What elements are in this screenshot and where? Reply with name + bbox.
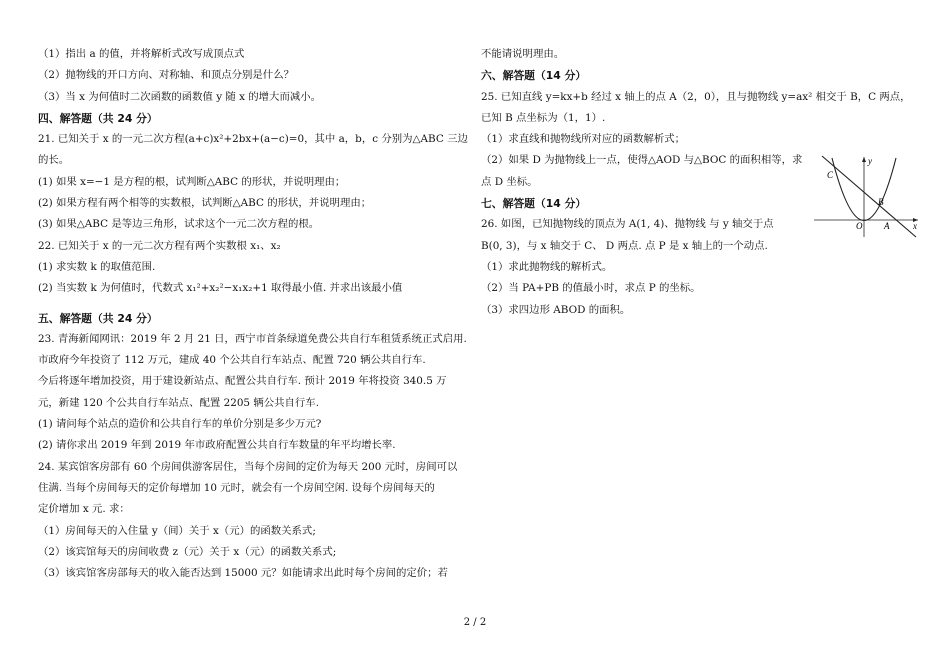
text-line: （1）房间每天的入住量 y（间）关于 x（元）的函数关系式; — [38, 524, 316, 537]
origin-label: O — [856, 221, 863, 231]
y-axis-arrow — [862, 157, 866, 162]
text-line: 定价增加 x 元. 求： — [38, 503, 130, 516]
left-column — [38, 44, 470, 584]
text-line: （3）当 x 为何值时二次函数的函数值 y 随 x 的增大而减小。 — [38, 90, 322, 103]
section-heading: 五、解答题（共 24 分） — [38, 311, 158, 325]
text-line: (1) 求实数 k 的取值范围. — [38, 260, 156, 273]
y-axis-label: y — [868, 156, 872, 166]
spacer — [38, 300, 470, 308]
text-line: (1) 如果 x=−1 是方程的根，试判断△ABC 的形状，并说明理由； — [38, 175, 346, 188]
straight-line — [822, 156, 916, 237]
page-number: 2 / 2 — [463, 617, 487, 628]
text-line: （2）抛物线的开口方向、对称轴、和顶点分别是什么？ — [38, 69, 294, 82]
text-line: （3）求四边形 ABOD 的面积。 — [481, 303, 631, 316]
section-heading: 七、解答题（14 分） — [481, 197, 587, 211]
text-line: (2) 当实数 k 为何值时，代数式 x₁²+x₂²−x₁x₂+1 取得最小值. 并求出该最小值 — [38, 282, 403, 295]
text-line: 22. 已知关于 x 的一元二次方程有两个实数根 x₁、x₂ — [38, 239, 281, 252]
text-line: (3) 如果△ABC 是等边三角形，试求这个一元二次方程的根。 — [38, 218, 320, 231]
text-line: （2）当 PA+PB 的值最小时，求点 P 的坐标。 — [481, 282, 701, 295]
text-line: 市政府今年投资了 112 万元，建成 40 个公共自行车站点、配置 720 辆公共自行车. — [38, 354, 426, 367]
text-line: （2）该宾馆每天的房间收费 z（元）关于 x（元）的函数关系式; — [38, 545, 337, 558]
point-c-label: C — [827, 170, 834, 180]
text-line: (1) 请问每个站点的造价和公共自行车的单价分别是多少万元? — [38, 418, 322, 431]
text-line: 住满. 当每个房间每天的定价每增加 10 元时，就会有一个房间空闲. 设每个房间每天的 — [38, 481, 435, 494]
text-line: B(0, 3)，与 x 轴交于 C、 D 两点. 点 P 是 x 轴上的一个动点. — [481, 239, 768, 252]
point-b-label: B — [878, 197, 884, 207]
section-heading: 六、解答题（14 分） — [481, 69, 587, 83]
text-line: 点 D 坐标。 — [481, 175, 538, 188]
point-a-label: A — [884, 221, 890, 231]
text-line: （1）求此抛物线的解析式。 — [481, 260, 613, 273]
text-line: 的长。 — [38, 154, 70, 167]
text-line: 25. 已知直线 y=kx+b 经过 x 轴上的点 A（2，0），且与抛物线 y=ax² 相交于 B，C 两点， — [481, 90, 911, 103]
text-line: 24. 某宾馆客房部有 60 个房间供游客居住，当每个房间的定价为每天 200 元时，房间可以 — [38, 460, 458, 473]
text-line: (2) 如果方程有两个相等的实数根，试判断△ABC 的形状，并说明理由； — [38, 197, 372, 210]
text-line: 今后将逐年增加投资，用于建设新站点、配置公共自行车. 预计 2019 年将投资 340.5 万 — [38, 375, 447, 388]
text-line: (2) 请你求出 2019 年到 2019 年市政府配置公共自行车数量的年平均增长率. — [38, 439, 396, 452]
text-line: 不能请说明理由。 — [481, 48, 565, 60]
x-axis-label: x — [913, 221, 917, 231]
text-line: 26. 如图，已知抛物线的顶点为 A(1, 4)、抛物线 与 y 轴交于点 — [481, 218, 774, 231]
text-line: 已知 B 点坐标为（1，1）. — [481, 111, 606, 124]
text-line: （1）指出 a 的值，并将解析式改写成顶点式 — [38, 48, 245, 60]
text-line: （2）如果 D 为抛物线上一点，使得△AOD 与△BOC 的面积相等，求 — [481, 154, 803, 167]
text-line: （1）求直线和抛物线所对应的函数解析式； — [481, 133, 686, 146]
text-line: 元，新建 120 个公共自行车站点、配置 2205 辆公共自行车. — [38, 396, 319, 409]
text-line: 21. 已知关于 x 的一元二次方程(a+c)x²+2bx+(a−c)=0，其中 a，b，c 分别为△ABC 三边 — [38, 133, 468, 146]
text-line: 23. 青海新闻网讯：2019 年 2 月 21 日，西宁市首条绿道免费公共自行车租赁系统正式启用. — [38, 332, 467, 345]
section-heading: 四、解答题（共 24 分） — [38, 111, 158, 125]
text-line: （3）该宾馆客房部每天的收入能否达到 15000 元？如能请求出此时每个房间的定价；若 — [38, 567, 448, 580]
parabola-line-figure — [812, 153, 922, 240]
